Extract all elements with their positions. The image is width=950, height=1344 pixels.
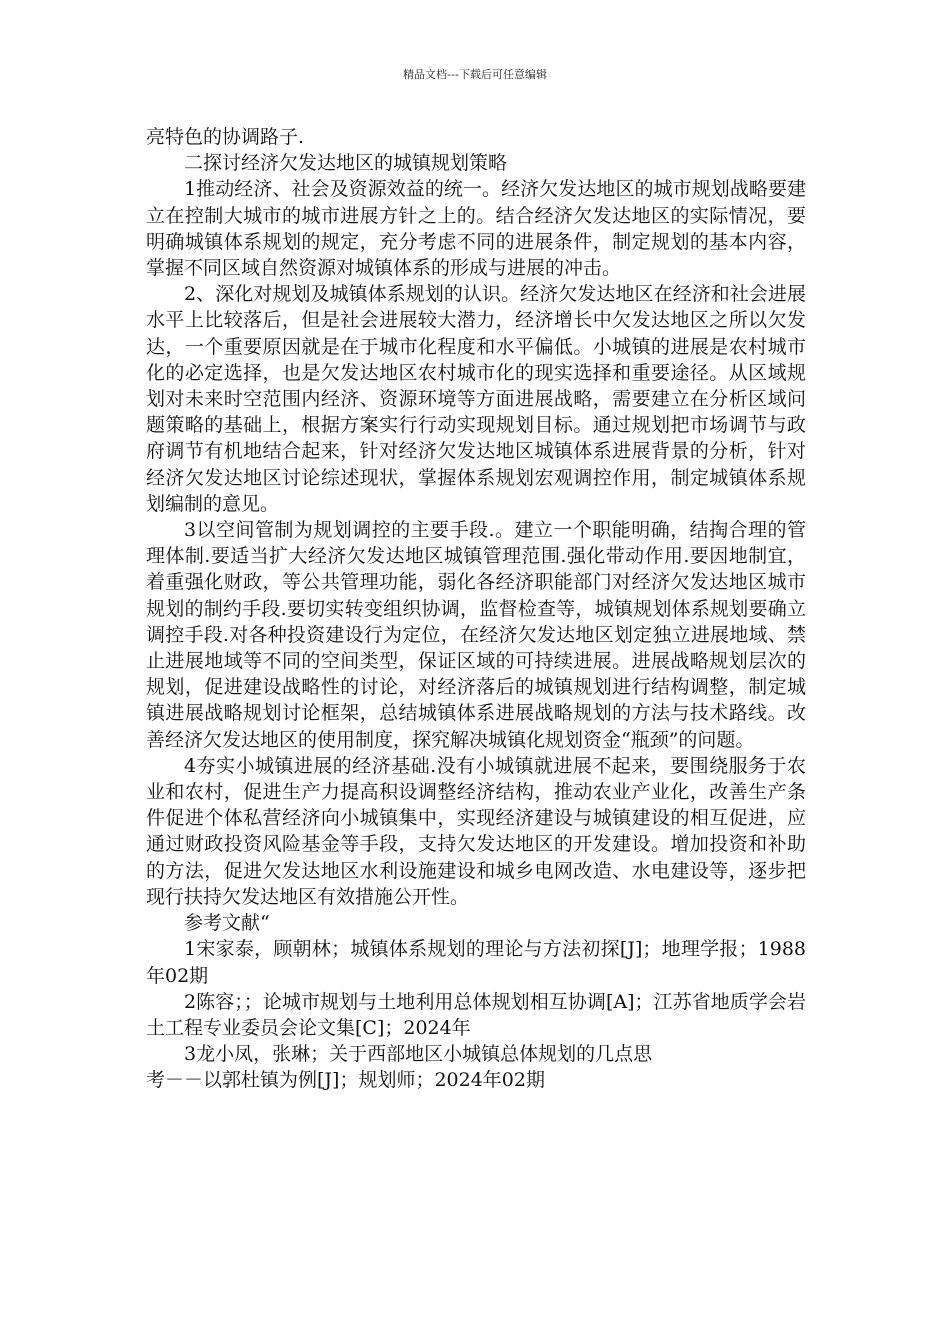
reference-item-3-line-2: 考－－以郭杜镇为例[J]；规划师；2024年02期 [146, 1069, 545, 1092]
references-heading: 参考文献“ [184, 912, 270, 935]
document-body [146, 124, 806, 1094]
reference-item-1: 1宋家泰，顾朝林；城镇体系规划的理论与方法初探[J]；地理学报；1988年02期 [146, 938, 806, 987]
paragraph-strategy-4: 4夯实小城镇进展的经济基础.没有小城镇就进展不起来，要围绕服务于农业和农村，促进生产力提高积设调整经济结构，推动农业产业化，改善生产条件促进个体私营经济向小城镇集中，实现经济建设与城镇建设的相互促进，应通过财政投资风险基金等手段，支持欠发达地区的开发建设。增加投资和补助的方法，促进欠发达地区水利设施建设和城乡电网改造、水电建设等，逐步把现行扶持欠发达地区有效措施公开性。 [146, 754, 806, 908]
reference-item-3-line-1: 3龙小凤，张琳；关于西部地区小城镇总体规划的几点思 [184, 1043, 653, 1066]
paragraph-strategy-1: 1推动经济、社会及资源效益的统一。经济欠发达地区的城市规划战略要建立在控制大城市的城市进展方针之上的。结合经济欠发达地区的实际情况，要明确城镇体系规划的规定，充分考虑不同的进展条件，制定规划的基本内容，掌握不同区域自然资源对城镇体系的形成与进展的冲击。 [146, 178, 806, 280]
paragraph-continuation: 亮特色的协调路子. [146, 126, 305, 148]
reference-item-2: 2陈容；；论城市规划与土地利用总体规划相互协调[A]；江苏省地质学会岩土工程专业委员会论文集[C]；2024年 [146, 990, 806, 1039]
section-heading: 二探讨经济欠发达地区的城镇规划策略 [184, 152, 508, 175]
paragraph-strategy-3: 3以空间管制为规划调控的主要手段.。建立一个职能明确，结掏合理的管理体制.要适当扩大经济欠发达地区城镇管理范围.强化带动作用.要因地制宜，着重强化财政，等公共管理功能，弱化各经济职能部门对经济欠发达地区城市规划的制约手段.要切实转变组织协调，监督检查等，城镇规划体系规划要确立调控手段.对各种投资建设行为定位，在经济欠发达地区划定独立进展地域、禁止进展地域等不同的空间类型，保证区域的可持续进展。进展战略规划层次的规划，促进建设战略性的讨论，对经济落后的城镇规划进行结构调整，制定城镇进展战略规划讨论框架，总结城镇体系进展战略规划的方法与技术路线。改善经济欠发达地区的使用制度，探究解决城镇化规划资金“瓶颈”的问题。 [146, 519, 806, 751]
paragraph-strategy-2: 2、深化对规划及城镇体系规划的认识。经济欠发达地区在经济和社会进展水平上比较落后，但是社会进展较大潜力，经济增长中欠发达地区之所以欠发达，一个重要原因就是在于城市化程度和水平偏低。小城镇的进展是农村城市化的必定选择，也是欠发达地区农村城市化的现实选择和重要途径。从区域规划对未来时空范围内经济、资源环境等方面进展战略，需要建立在分析区域问题策略的基础上，根据方案实行行动实现规划目标。通过规划把市场调节与政府调节有机地结合起来，针对经济欠发达地区城镇体系进展背景的分析，针对经济欠发达地区讨论综述现状，掌握体系规划宏观调控作用，制定城镇体系规划编制的意见。 [146, 283, 806, 515]
page-header: 精品文档---下载后可任意编辑 [403, 68, 547, 81]
